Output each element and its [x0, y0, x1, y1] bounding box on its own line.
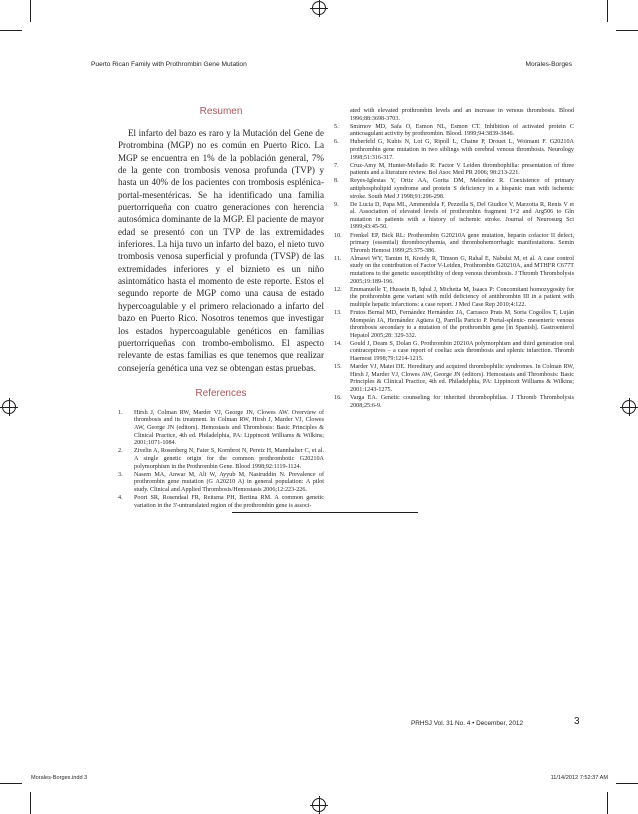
reference-number: 7.	[334, 162, 339, 169]
reference-text: Marder VJ, Matei DE. Hereditary and acquired thrombophilic syndromes. In Colman RW, Hirsh J, Marder VJ, Clowes AW, George JN (editors). Hemostasis and Thrombosis: Basic Principles & Clinical Practice, 4th ed. Philadelphia, PA: Lippincott Williams & Wilkins; 2001:1243-1275.	[350, 364, 574, 393]
journal-footer: PRHSJ Vol. 31 No. 4 • December, 2012	[411, 720, 524, 727]
reference-text: Huberfeld G, Kubis N, Lot G, Ripoll L, Chaine P, Drouet L, Woimant F. G20210A prothrombin gene mutation in two siblings with cerebral venous thrombosis. Neurology 1998;51:316-317.	[350, 139, 574, 161]
reference-number: 3.	[118, 471, 123, 478]
reference-text: Frutos Bernal MD, Fernández Hernández JA, Carrasco Prats M, Soria Cogollos T, Luján Mompeán JA, Hernández Agüera Q, Parrilla Paricio P. Portal-splenic- mesenteric venous thrombosis secondary to a mutation of the prothrombin gene [in Spanish]. Gastroenterol Hepatol 2005;28: 329-332.	[350, 309, 574, 339]
reference-item	[334, 310, 574, 340]
references-list-right	[334, 108, 574, 123]
reference-item	[334, 341, 574, 364]
reference-item	[334, 233, 574, 256]
running-header-right: Morales-Borges	[525, 61, 572, 68]
registration-mark-right-icon	[622, 400, 636, 414]
reference-item	[118, 448, 324, 471]
crop-mark	[0, 783, 22, 784]
end-rule	[232, 512, 418, 513]
registration-mark-bottom-icon	[312, 798, 326, 812]
reference-number: 1.	[118, 409, 123, 416]
reference-text: Frenkel EP, Bick RL: Prothrombin G20210A gene mutation, heparin cofactor II defect, primary (essential) thrombocythemia, and thrombohemorrhagic manifestations. Semin Thromb Hemost 1999;25:375-386.	[350, 232, 574, 254]
reference-item	[334, 364, 574, 394]
reference-text: Almawi WY, Tamim H, Kreidy R, Timson G, Rahal E, Nabulsi M, et al. A case control study on the contribution of Factor V-Leiden, Prothrombin G20210A, and MTHFR C677T mutations to the genetic susceptibility of deep venous thrombosis. J Thromb Thrombolysis 2005;19:189-196.	[350, 255, 574, 285]
left-column	[118, 106, 324, 511]
reference-number: 10.	[334, 232, 342, 239]
crop-mark	[30, 792, 31, 814]
slug-filename: Morales-Borges.indd 3	[31, 775, 88, 781]
reference-number: 15.	[334, 364, 342, 371]
reference-item	[334, 395, 574, 410]
reference-number: 16.	[334, 394, 342, 401]
reference-number: 12.	[334, 286, 342, 293]
reference-item	[118, 410, 324, 448]
reference-item	[334, 256, 574, 286]
reference-number: 14.	[334, 340, 342, 347]
reference-item	[334, 124, 574, 139]
crop-mark	[0, 30, 22, 31]
crop-mark	[616, 30, 638, 31]
reference-text: Nasem MA, Anwar M, Ali W, Ayyub M, Nasiruddin N. Prevalence of prothrombin gene mutation (G A20210 A) in general population: A pilot study. Clinical and Applied Thrombosis/Hemostasis 2006;12:223-226.	[134, 471, 324, 493]
registration-mark-top-icon	[312, 1, 326, 15]
resumen-body	[118, 127, 324, 374]
slug-timestamp: 11/14/2012 7:52:37 AM	[550, 775, 608, 781]
resumen-paragraph: El infarto del bazo es raro y la Mutación del Gene de Protrombina (MGP) no es común en Puerto Rico. La MGP se encuentra en 1% de la población general, 7% de la gente con trombosis venosa profunda (TVP) y hasta un 40% de los pacientes con trombosis esplénica-portal-mesentéricas. Se ha identificado una familia puertorriqueña con cuatro generaciones con herencia autosómica dominante de la MGP. El paciente de mayor edad se presentó con un TVP de las extremidades inferiores. La hija tuvo un infarto del bazo, el nieto tuvo trombosis venosa superficial y profunda (TVSP) de las extremidades inferiores y el biznieto es un niño asintomático hasta el momento de este reporte. Estos el segundo reporte de MGP como una causa de estado hypercoagulable y el primero relacionado a infarto del bazo en Puerto Rico. Nosotros tenemos que investigar los estados hypercoagulable genéticos en familias puertorriqueñas con trombo-embolismo. El aspecto relevante de estas familias es que tenemos que realizar consejería genética una vez se obtengan estas pruebas.	[118, 128, 324, 373]
crop-mark	[607, 792, 608, 814]
reference-text: Varga EA. Genetic counseling for inherited thrombophilias. J Thromb Thrombolysis 2008;25:6-9.	[350, 394, 574, 409]
reference-text: Cruz-Amy M, Hunter-Mellado R: Factor V Leiden thrombophilia: presentation of three patients and a literature review. Bol Asoc Med PR 2006; 98:213-221.	[350, 162, 574, 177]
reference-number: 13.	[334, 309, 342, 316]
reference-text: Reyes-Iglesias Y, Ortiz AA, Gorita DM, Melendez R. Coexistence of primary antiphospholipid syndrome and protein S deficiency in a hispanic man with ischemic stroke. South Med J 1998;91:296-298.	[350, 178, 574, 200]
crop-mark	[30, 0, 31, 22]
reference-text: Poort SR, Rosendaal FR, Reitsma PH, Bertina RM. A common genetic variation in the 3'-untranslated region of the prothrombin gene is associ-	[134, 494, 324, 509]
crop-mark	[607, 0, 608, 22]
reference-item	[118, 495, 324, 510]
references-list-left	[118, 410, 324, 510]
resumen-heading: Resumen	[199, 106, 243, 117]
reference-number: 5.	[334, 123, 339, 130]
references-heading: References	[195, 387, 247, 399]
reference-number: 9.	[334, 201, 339, 208]
reference-text: Emmanuelle T, Hussein B, Iqbal J, Michetta M, Isaacs P: Concomitant homozygosity for the prothrombin gene variant with mild deficiency of antithrombin III in a patient with multiple hepatic infarctions: a case report. J Med Case Rep 2010;4:122.	[350, 286, 574, 308]
reference-item	[118, 472, 324, 495]
crop-mark	[616, 783, 638, 784]
reference-number: 4.	[118, 494, 123, 501]
reference-item	[334, 202, 574, 232]
reference-number: 6.	[334, 139, 339, 146]
reference-text: Smirnov MD, Safa O, Esmon NL, Esmon CT. Inhibition of activated protein C anticoagulant activity by prothrombin. Blood. 1999;94:3839-3846.	[350, 123, 574, 138]
reference-item	[334, 178, 574, 201]
reference-item	[334, 287, 574, 310]
running-header-left: Puerto Rican Family with Prothrombin Gene Mutation	[91, 61, 247, 68]
reference-number: 8.	[334, 178, 339, 185]
reference-number: 2.	[118, 448, 123, 455]
reference-item	[334, 163, 574, 178]
right-column	[334, 108, 574, 411]
references-list-right-items	[334, 124, 574, 410]
reference-text: Zivelin A, Rosenberg N, Faier S, Kornbrot N, Peretz H, Mannhalter C, et al. A single genetic origin for the common prothrombotic G20210A polymorphism in the Prothrombin Gene. Blood 1998;92:1119-1124.	[134, 448, 324, 470]
reference-number: 11.	[334, 255, 342, 262]
reference-continuation: ated with elevated prothrombin levels and an increase in venous thrombosis. Blood 1996;88:3698-3703.	[350, 108, 574, 122]
reference-text: Hirsh J, Colman RW, Marder VJ, George JN, Clowes AW. Overview of thrombosis and its treatment. In Colman RW, Hirsh J, Marder VJ, Clowes AW, George JN (editors). Hemostasis and Thrombosis: Basic Principles & Clinical Practice, 4th ed. Philadelphia, PA: Lippincott Williams & Wilkins; 2001;1071-1084.	[134, 409, 324, 447]
reference-text: De Lucia D, Papa ML, Ammendola F, Pezzella S, Del Giudice V, Marzotta R, Renis V et al. Association of elevated levels of prothrombin fragment 1+2 and Arg506 to Gln mutation in patients with a history of ischemic stroke. Journal of Neurosurg Sci 1999;43:45-50.	[350, 201, 574, 231]
reference-item	[334, 139, 574, 162]
reference-text: Gould J, Deam S, Dolan G. Prothrombin 20210A polymorphism and third generation oral contraceptives – a case report of coeliac axis thrombosis and splenic infarction. Thromb Haemost 1998;79:1214-1215.	[350, 340, 574, 362]
registration-mark-left-icon	[2, 400, 16, 414]
page-number: 3	[574, 716, 580, 727]
